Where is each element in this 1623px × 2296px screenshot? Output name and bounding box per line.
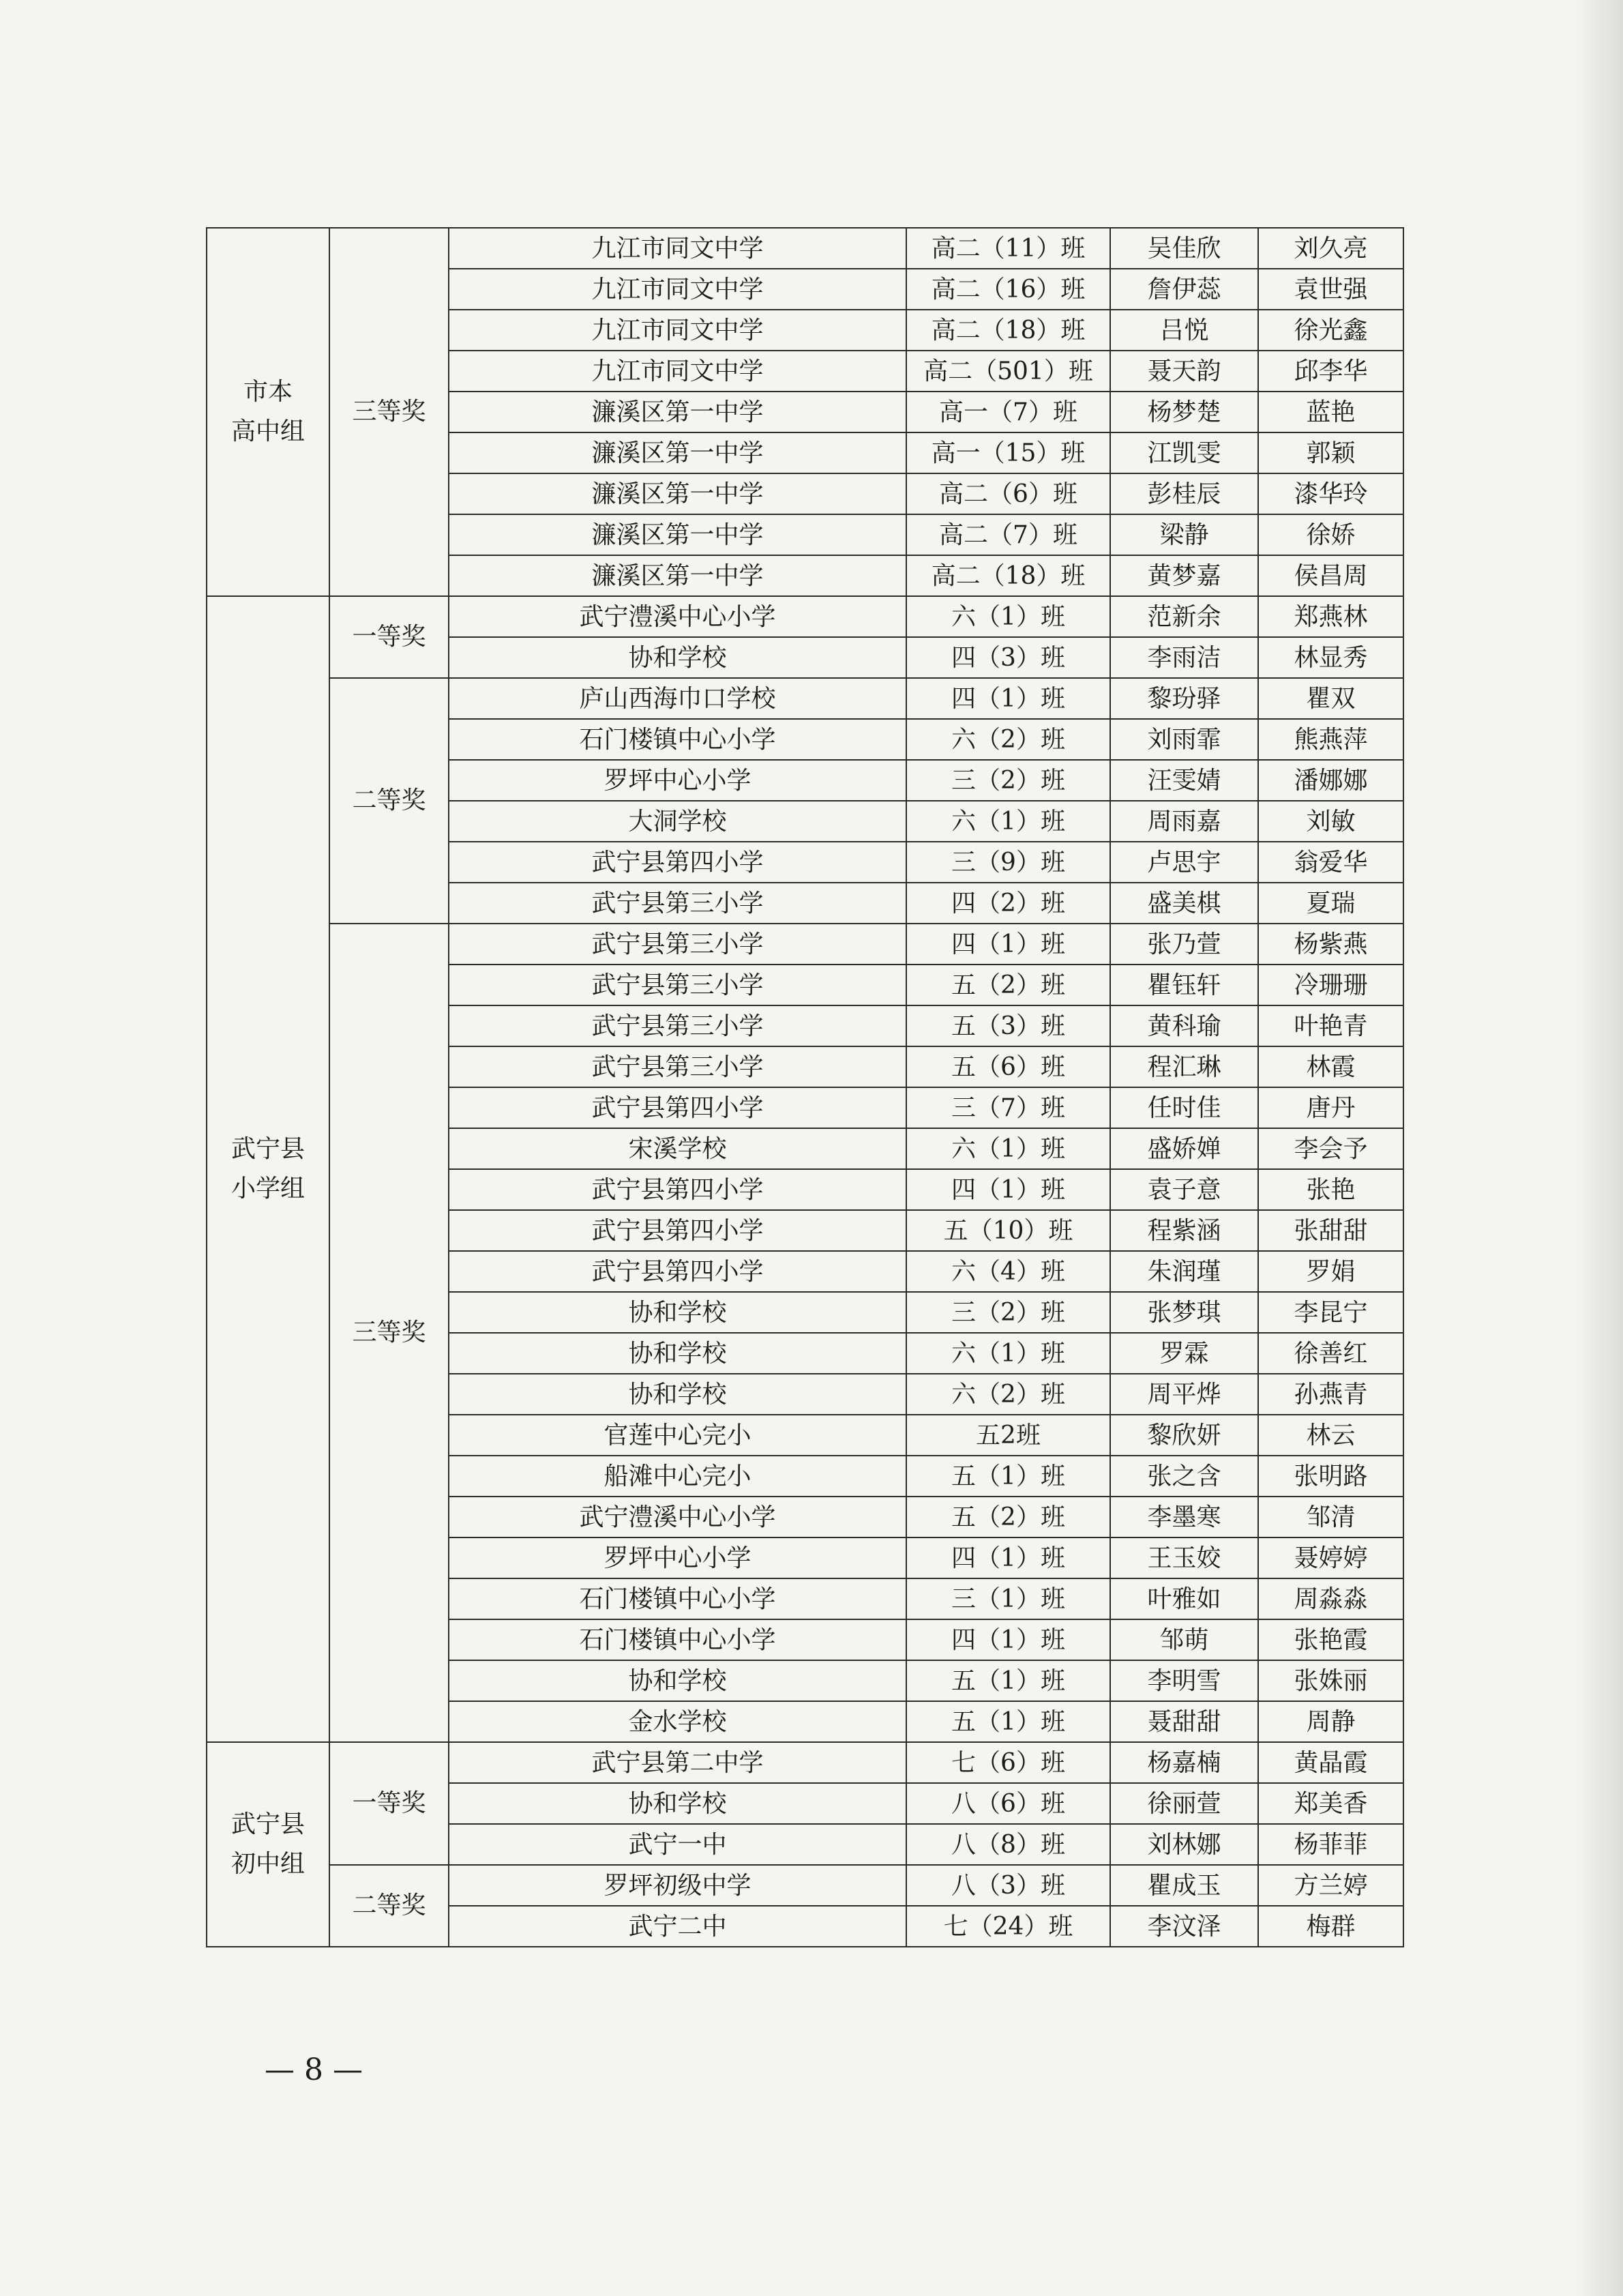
group-label-cell [207,228,329,596]
school-cell: 罗坪初级中学 [449,1865,906,1906]
teacher-name-cell: 邹清 [1258,1497,1403,1537]
school-cell: 濂溪区第一中学 [449,555,906,596]
award-tier-cell: 三等奖 [329,924,449,1742]
teacher-name-cell: 聂婷婷 [1258,1537,1403,1578]
class-cell: 六（1）班 [906,1128,1110,1169]
class-cell: 高二（6）班 [906,473,1110,514]
teacher-name-cell: 袁世强 [1258,269,1403,310]
school-cell: 协和学校 [449,637,906,678]
school-cell: 协和学校 [449,1783,906,1824]
class-cell: 五（3）班 [906,1005,1110,1046]
teacher-name-cell: 刘敏 [1258,801,1403,842]
class-cell: 四（1）班 [906,1619,1110,1660]
class-cell: 三（9）班 [906,842,1110,883]
teacher-name-cell: 张姝丽 [1258,1660,1403,1701]
school-cell: 协和学校 [449,1660,906,1701]
class-cell: 五（1）班 [906,1701,1110,1742]
teacher-name-cell: 侯昌周 [1258,555,1403,596]
student-name-cell: 李明雪 [1110,1660,1258,1701]
class-cell: 四（1）班 [906,1537,1110,1578]
teacher-name-cell: 周静 [1258,1701,1403,1742]
table-row [207,924,1403,965]
group-label-line: 高中组 [230,417,305,445]
class-cell: 五（2）班 [906,965,1110,1005]
teacher-name-cell: 张艳 [1258,1169,1403,1210]
group-label-line: 武宁县 [230,1135,305,1164]
school-cell: 九江市同文中学 [449,269,906,310]
teacher-name-cell: 叶艳青 [1258,1005,1403,1046]
class-cell: 三（2）班 [906,1292,1110,1333]
school-cell: 船滩中心完小 [449,1456,906,1497]
table-row [207,678,1403,719]
teacher-name-cell: 梅群 [1258,1906,1403,1947]
award-tier-cell: 二等奖 [329,1865,449,1947]
teacher-name-cell: 郑燕林 [1258,596,1403,637]
student-name-cell: 吕悦 [1110,310,1258,351]
group-label-line: 初中组 [230,1850,305,1878]
school-cell: 大洞学校 [449,801,906,842]
school-cell: 武宁二中 [449,1906,906,1947]
school-cell: 协和学校 [449,1333,906,1374]
student-name-cell: 罗霖 [1110,1333,1258,1374]
teacher-name-cell: 潘娜娜 [1258,760,1403,801]
student-name-cell: 汪雯婧 [1110,760,1258,801]
student-name-cell: 瞿钰轩 [1110,965,1258,1005]
school-cell: 武宁一中 [449,1824,906,1865]
student-name-cell: 黎玢驿 [1110,678,1258,719]
class-cell: 六（1）班 [906,1333,1110,1374]
school-cell: 宋溪学校 [449,1128,906,1169]
class-cell: 六（2）班 [906,719,1110,760]
student-name-cell: 周雨嘉 [1110,801,1258,842]
award-tier-cell: 二等奖 [329,678,449,924]
class-cell: 四（1）班 [906,924,1110,965]
school-cell: 协和学校 [449,1374,906,1415]
school-cell: 罗坪中心小学 [449,1537,906,1578]
school-cell: 武宁县第二中学 [449,1742,906,1783]
class-cell: 四（1）班 [906,1169,1110,1210]
class-cell: 六（2）班 [906,1374,1110,1415]
class-cell: 三（7）班 [906,1087,1110,1128]
teacher-name-cell: 徐娇 [1258,514,1403,555]
school-cell: 武宁县第三小学 [449,965,906,1005]
class-cell: 三（2）班 [906,760,1110,801]
award-tier-cell: 一等奖 [329,596,449,678]
teacher-name-cell: 唐丹 [1258,1087,1403,1128]
teacher-name-cell: 李昆宁 [1258,1292,1403,1333]
class-cell: 八（3）班 [906,1865,1110,1906]
student-name-cell: 詹伊蕊 [1110,269,1258,310]
school-cell: 濂溪区第一中学 [449,514,906,555]
student-name-cell: 盛娇婵 [1110,1128,1258,1169]
class-cell: 七（24）班 [906,1906,1110,1947]
student-name-cell: 聂甜甜 [1110,1701,1258,1742]
school-cell: 武宁县第四小学 [449,1251,906,1292]
school-cell: 石门楼镇中心小学 [449,1578,906,1619]
school-cell: 武宁澧溪中心小学 [449,596,906,637]
teacher-name-cell: 罗娟 [1258,1251,1403,1292]
student-name-cell: 梁静 [1110,514,1258,555]
student-name-cell: 瞿成玉 [1110,1865,1258,1906]
school-cell: 武宁县第四小学 [449,1087,906,1128]
student-name-cell: 徐丽萱 [1110,1783,1258,1824]
page-number: — 8 — [265,2052,363,2087]
teacher-name-cell: 翁爱华 [1258,842,1403,883]
school-cell: 九江市同文中学 [449,351,906,392]
award-table-body [207,228,1403,1947]
class-cell: 五（6）班 [906,1046,1110,1087]
student-name-cell: 程紫涵 [1110,1210,1258,1251]
teacher-name-cell: 周淼淼 [1258,1578,1403,1619]
student-name-cell: 周平烨 [1110,1374,1258,1415]
teacher-name-cell: 冷珊珊 [1258,965,1403,1005]
class-cell: 高一（7）班 [906,392,1110,432]
class-cell: 高二（501）班 [906,351,1110,392]
class-cell: 四（3）班 [906,637,1110,678]
school-cell: 武宁澧溪中心小学 [449,1497,906,1537]
student-name-cell: 聂天韵 [1110,351,1258,392]
school-cell: 罗坪中心小学 [449,760,906,801]
school-cell: 石门楼镇中心小学 [449,1619,906,1660]
class-cell: 七（6）班 [906,1742,1110,1783]
class-cell: 五（1）班 [906,1660,1110,1701]
teacher-name-cell: 郑美香 [1258,1783,1403,1824]
student-name-cell: 黄梦嘉 [1110,555,1258,596]
class-cell: 八（8）班 [906,1824,1110,1865]
teacher-name-cell: 漆华玲 [1258,473,1403,514]
school-cell: 武宁县第四小学 [449,1210,906,1251]
student-name-cell: 黄科瑜 [1110,1005,1258,1046]
teacher-name-cell: 郭颖 [1258,432,1403,473]
student-name-cell: 张之含 [1110,1456,1258,1497]
class-cell: 高二（16）班 [906,269,1110,310]
student-name-cell: 邹萌 [1110,1619,1258,1660]
student-name-cell: 程汇琳 [1110,1046,1258,1087]
school-cell: 武宁县第三小学 [449,883,906,924]
student-name-cell: 彭桂辰 [1110,473,1258,514]
table-row [207,1742,1403,1783]
student-name-cell: 盛美棋 [1110,883,1258,924]
table-row [207,596,1403,637]
teacher-name-cell: 杨紫燕 [1258,924,1403,965]
school-cell: 濂溪区第一中学 [449,473,906,514]
school-cell: 武宁县第四小学 [449,1169,906,1210]
teacher-name-cell: 张甜甜 [1258,1210,1403,1251]
class-cell: 高二（18）班 [906,555,1110,596]
school-cell: 金水学校 [449,1701,906,1742]
student-name-cell: 杨嘉楠 [1110,1742,1258,1783]
group-label-line: 小学组 [230,1175,305,1203]
school-cell: 协和学校 [449,1292,906,1333]
teacher-name-cell: 刘久亮 [1258,228,1403,269]
class-cell: 八（6）班 [906,1783,1110,1824]
group-label-cell [207,596,329,1742]
student-name-cell: 江凯雯 [1110,432,1258,473]
table-row [207,228,1403,269]
student-name-cell: 吴佳欣 [1110,228,1258,269]
teacher-name-cell: 方兰婷 [1258,1865,1403,1906]
group-label-line: 武宁县 [230,1810,305,1839]
student-name-cell: 张乃萱 [1110,924,1258,965]
group-label-cell [207,1742,329,1947]
class-cell: 四（1）班 [906,678,1110,719]
teacher-name-cell: 蓝艳 [1258,392,1403,432]
teacher-name-cell: 夏瑞 [1258,883,1403,924]
teacher-name-cell: 孙燕青 [1258,1374,1403,1415]
student-name-cell: 任时佳 [1110,1087,1258,1128]
student-name-cell: 张梦琪 [1110,1292,1258,1333]
student-name-cell: 刘林娜 [1110,1824,1258,1865]
student-name-cell: 黎欣妍 [1110,1415,1258,1456]
class-cell: 六（4）班 [906,1251,1110,1292]
school-cell: 武宁县第三小学 [449,1046,906,1087]
school-cell: 濂溪区第一中学 [449,392,906,432]
class-cell: 四（2）班 [906,883,1110,924]
group-label-line: 市本 [243,378,293,407]
school-cell: 九江市同文中学 [449,310,906,351]
student-name-cell: 卢思宇 [1110,842,1258,883]
award-table [206,227,1404,1947]
school-cell: 武宁县第三小学 [449,924,906,965]
teacher-name-cell: 邱李华 [1258,351,1403,392]
award-tier-cell: 三等奖 [329,228,449,596]
student-name-cell: 李墨寒 [1110,1497,1258,1537]
class-cell: 五2班 [906,1415,1110,1456]
school-cell: 武宁县第三小学 [449,1005,906,1046]
student-name-cell: 袁子意 [1110,1169,1258,1210]
school-cell: 石门楼镇中心小学 [449,719,906,760]
class-cell: 高二（7）班 [906,514,1110,555]
student-name-cell: 王玉姣 [1110,1537,1258,1578]
school-cell: 官莲中心完小 [449,1415,906,1456]
class-cell: 高二（11）班 [906,228,1110,269]
class-cell: 六（1）班 [906,801,1110,842]
teacher-name-cell: 林霞 [1258,1046,1403,1087]
award-tier-cell: 一等奖 [329,1742,449,1865]
student-name-cell: 刘雨霏 [1110,719,1258,760]
class-cell: 三（1）班 [906,1578,1110,1619]
teacher-name-cell: 徐善红 [1258,1333,1403,1374]
teacher-name-cell: 林显秀 [1258,637,1403,678]
teacher-name-cell: 熊燕萍 [1258,719,1403,760]
school-cell: 濂溪区第一中学 [449,432,906,473]
teacher-name-cell: 杨菲菲 [1258,1824,1403,1865]
school-cell: 九江市同文中学 [449,228,906,269]
teacher-name-cell: 李会予 [1258,1128,1403,1169]
class-cell: 五（10）班 [906,1210,1110,1251]
teacher-name-cell: 徐光鑫 [1258,310,1403,351]
class-cell: 五（2）班 [906,1497,1110,1537]
student-name-cell: 杨梦楚 [1110,392,1258,432]
table-row [207,1865,1403,1906]
teacher-name-cell: 林云 [1258,1415,1403,1456]
class-cell: 六（1）班 [906,596,1110,637]
student-name-cell: 李汶泽 [1110,1906,1258,1947]
class-cell: 五（1）班 [906,1456,1110,1497]
class-cell: 高一（15）班 [906,432,1110,473]
teacher-name-cell: 张艳霞 [1258,1619,1403,1660]
student-name-cell: 范新余 [1110,596,1258,637]
teacher-name-cell: 瞿双 [1258,678,1403,719]
student-name-cell: 李雨洁 [1110,637,1258,678]
student-name-cell: 叶雅如 [1110,1578,1258,1619]
student-name-cell: 朱润瑾 [1110,1251,1258,1292]
class-cell: 高二（18）班 [906,310,1110,351]
teacher-name-cell: 张明路 [1258,1456,1403,1497]
school-cell: 庐山西海巾口学校 [449,678,906,719]
school-cell: 武宁县第四小学 [449,842,906,883]
teacher-name-cell: 黄晶霞 [1258,1742,1403,1783]
